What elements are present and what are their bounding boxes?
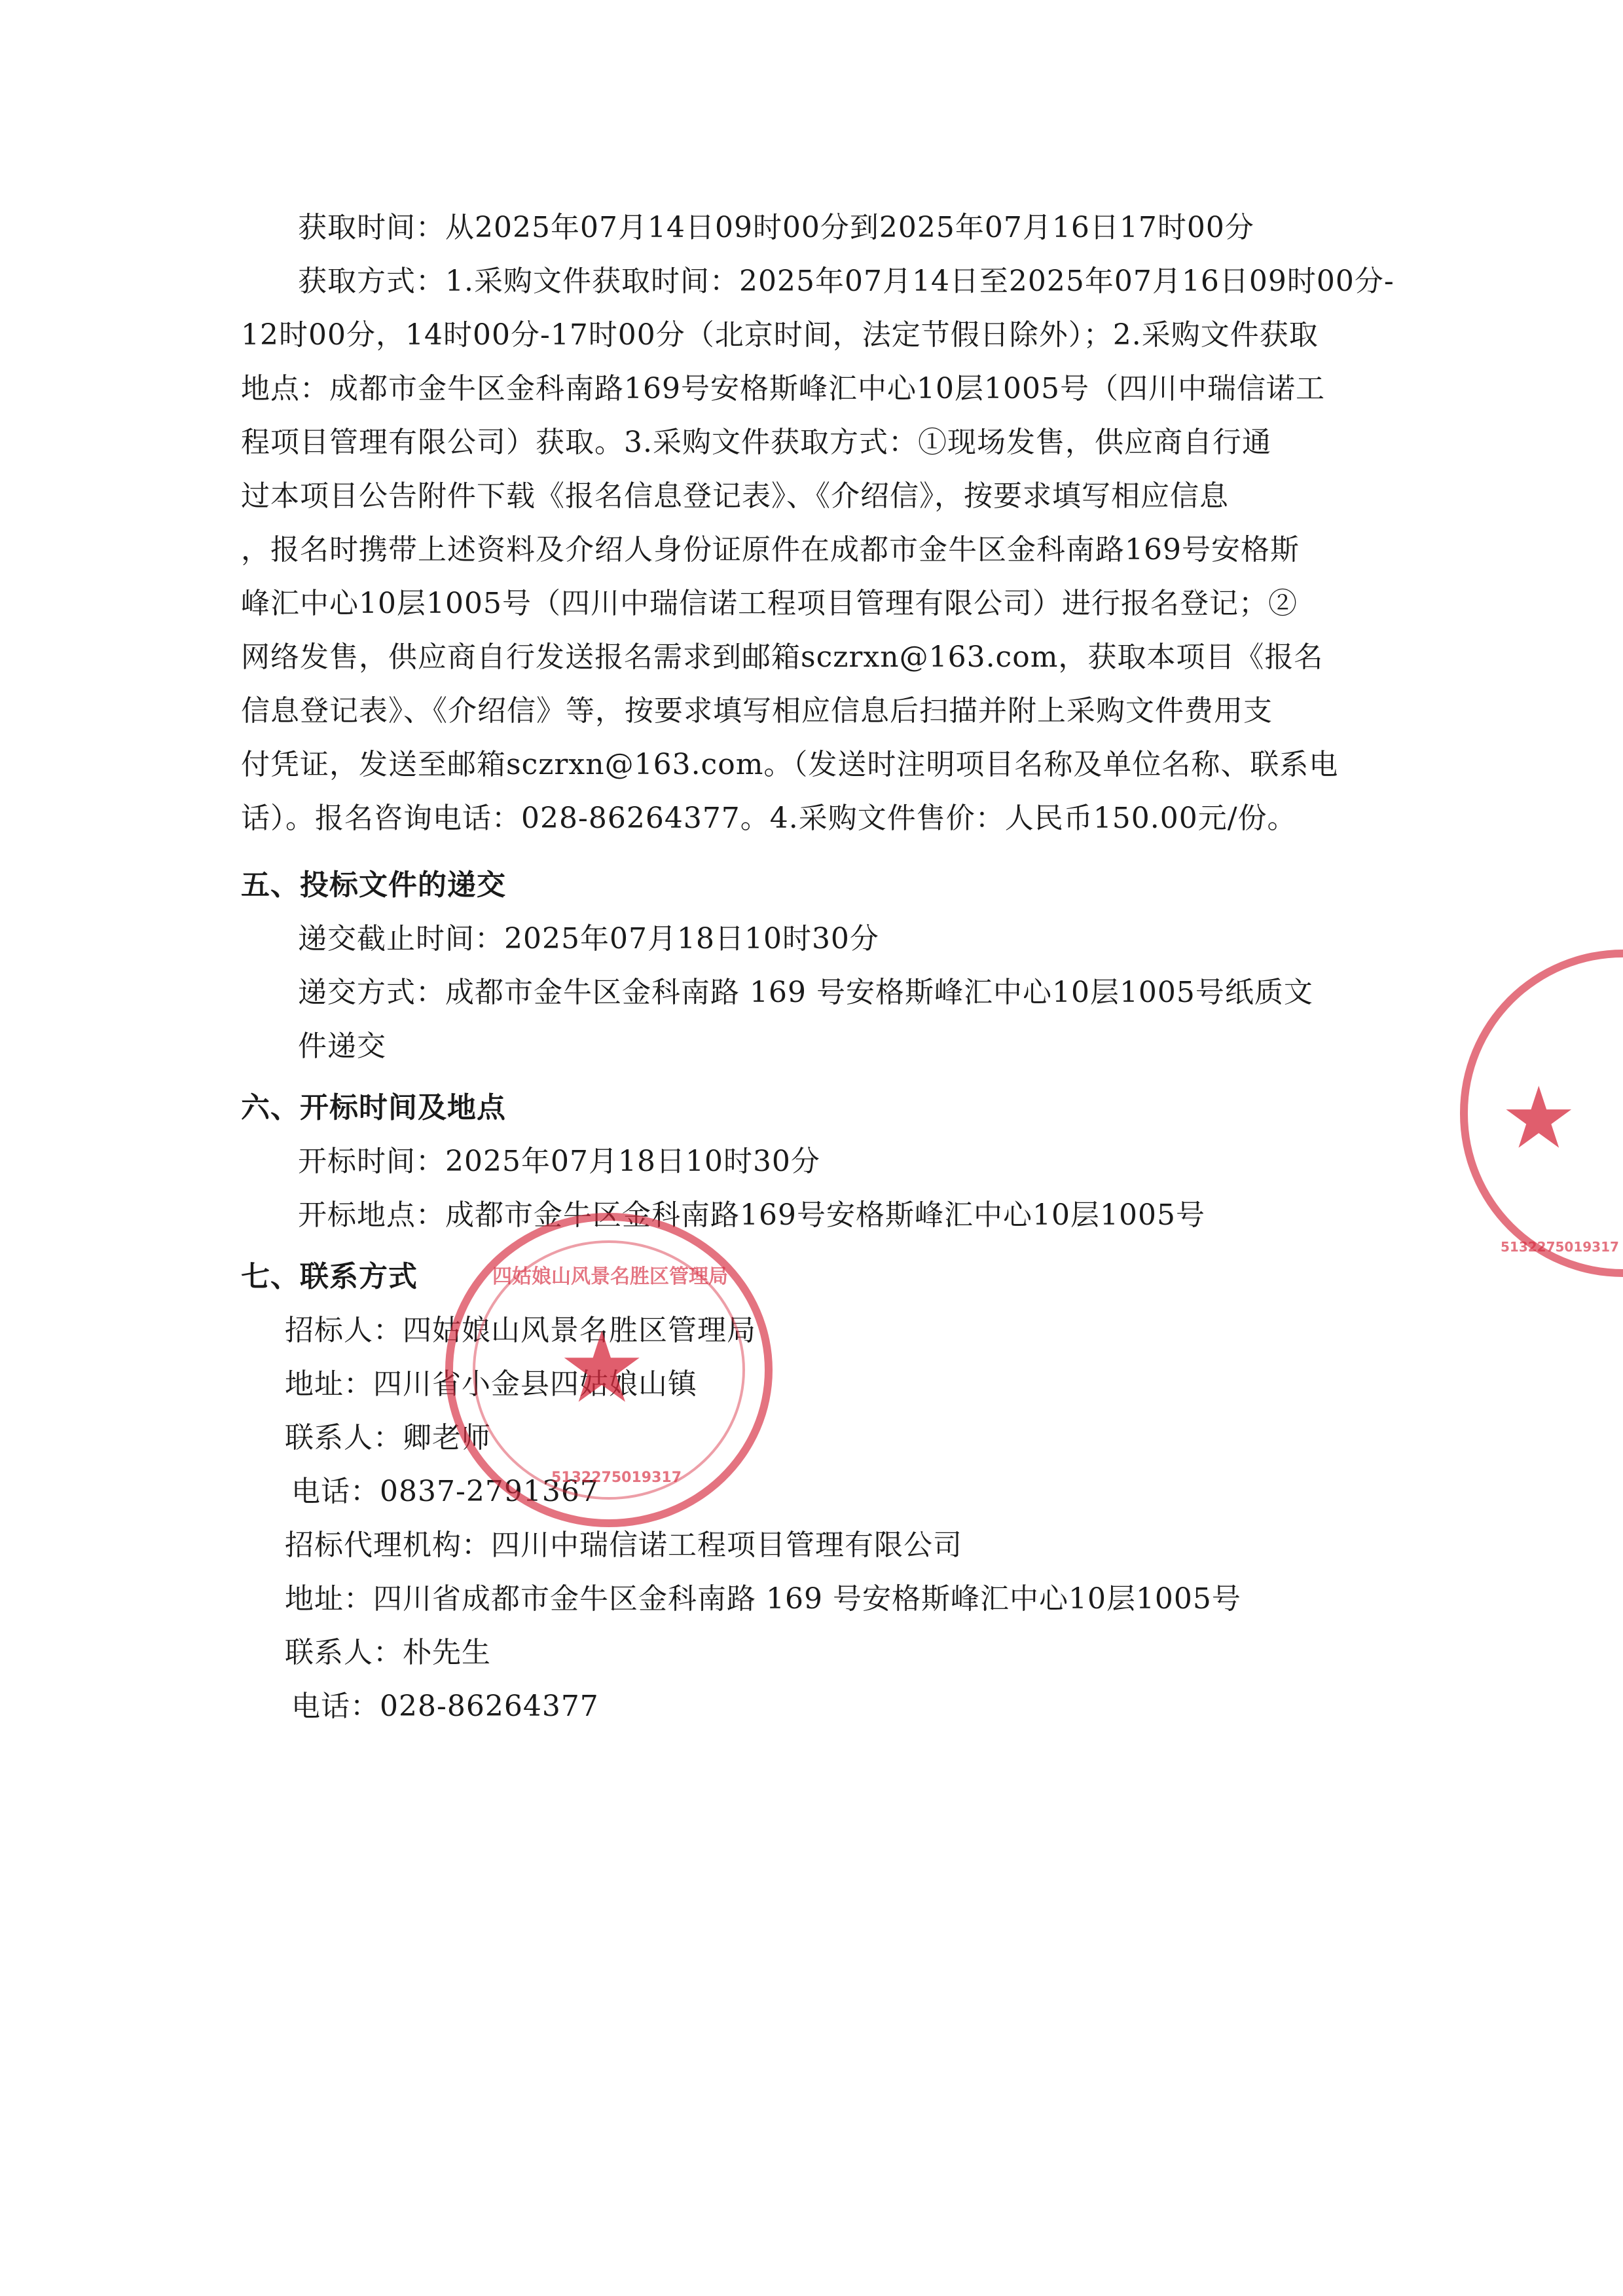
seal-text: 四姑娘山风景名胜区管理局: [492, 1265, 728, 1288]
text-line: 12时00分，14时00分-17时00分（北京时间，法定节假日除外）；2.采购文件获取: [241, 318, 1319, 352]
text-line: 获取时间：从2025年07月14日09时00分到2025年07月16日17时00分: [298, 211, 1254, 244]
text-line: 地址：四川省小金县四姑娘山镇: [285, 1367, 697, 1401]
text-line: 电话：0837-2791367: [291, 1475, 599, 1508]
text-line: 递交方式：成都市金牛区金科南路 169 号安格斯峰汇中心10层1005号纸质文: [298, 976, 1313, 1009]
text-line: 峰汇中心10层1005号（四川中瑞信诺工程项目管理有限公司）进行报名登记；②: [241, 587, 1298, 620]
text-line: 电话：028-86264377: [291, 1690, 599, 1723]
section-heading: 七、联系方式: [241, 1260, 418, 1293]
edge-seal: [1460, 950, 1623, 1277]
text-line: 付凭证，发送至邮箱sczrxn@163.com。（发送时注明项目名称及单位名称、联系电: [241, 748, 1339, 781]
official-seal: [445, 1213, 773, 1527]
section-heading: 五、投标文件的递交: [241, 868, 506, 902]
text-line: 开标地点：成都市金牛区金科南路169号安格斯峰汇中心10层1005号: [298, 1198, 1205, 1232]
text-line: 过本项目公告附件下载《报名信息登记表》、《介绍信》，按要求填写相应信息: [241, 479, 1229, 513]
seal-star-icon: ★: [558, 1311, 646, 1425]
text-line: 联系人：朴先生: [285, 1636, 491, 1669]
text-line: 联系人：卿老师: [285, 1421, 491, 1454]
text-line: 信息登记表》、《介绍信》等，按要求填写相应信息后扫描并附上采购文件费用支: [241, 694, 1273, 728]
section-heading: 六、开标时间及地点: [241, 1091, 506, 1124]
text-line: 开标时间：2025年07月18日10时30分: [298, 1145, 820, 1178]
text-line: 地址：四川省成都市金牛区金科南路 169 号安格斯峰汇中心10层1005号: [285, 1582, 1241, 1616]
text-line: 递交截止时间：2025年07月18日10时30分: [298, 922, 879, 955]
text-line: 程项目管理有限公司）获取。3.采购文件获取方式：①现场发售，供应商自行通: [241, 426, 1271, 459]
text-line: 件递交: [298, 1029, 386, 1063]
text-line: 话）。报名咨询电话：028-86264377。4.采购文件售价：人民币150.00元/份。: [241, 802, 1297, 835]
seal-code: 5132275019317: [1501, 1239, 1619, 1255]
text-line: 招标人：四姑娘山风景名胜区管理局: [285, 1314, 756, 1347]
text-line: 地点：成都市金牛区金科南路169号安格斯峰汇中心10层1005号（四川中瑞信诺工: [241, 372, 1325, 405]
seal-code: 5132275019317: [551, 1470, 682, 1486]
text-line: 获取方式：1.采购文件获取时间：2025年07月14日至2025年07月16日09时00分-: [298, 265, 1395, 298]
seal-star-icon: ★: [1501, 1068, 1577, 1168]
text-line: 网络发售，供应商自行发送报名需求到邮箱sczrxn@163.com，获取本项目《报名: [241, 640, 1324, 674]
text-line: 招标代理机构：四川中瑞信诺工程项目管理有限公司: [285, 1528, 962, 1562]
text-line: ，报名时携带上述资料及介绍人身份证原件在成都市金牛区金科南路169号安格斯: [241, 533, 1300, 566]
